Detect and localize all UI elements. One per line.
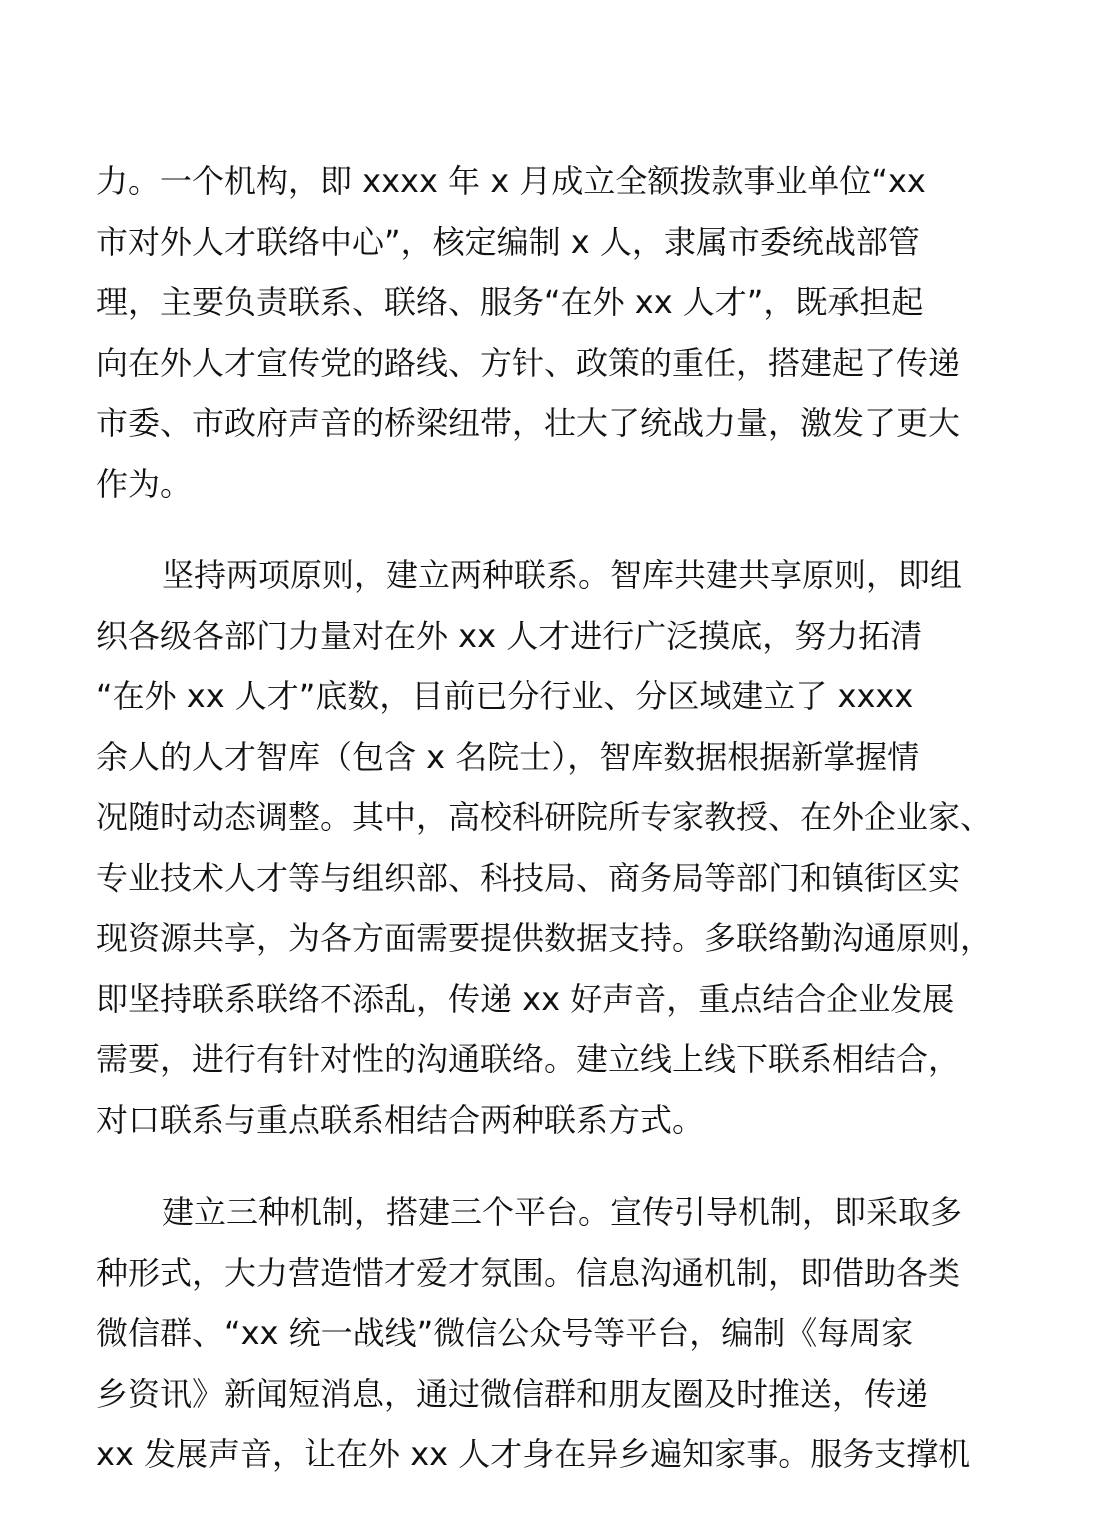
paragraph-line: 现资源共享，为各方面需要提供数据支持。多联络勤沟通原则， bbox=[96, 919, 993, 957]
paragraph-line: 市对外人才联络中心”，核定编制 x 人，隶属市委统战部管 bbox=[96, 222, 920, 261]
paragraph-line: 专业技术人才等与组织部、科技局、商务局等部门和镇街区实 bbox=[96, 858, 961, 897]
paragraph-2 bbox=[96, 545, 1006, 1150]
paragraph-line: 市委、市政府声音的桥梁纽带，壮大了统战力量，激发了更大 bbox=[96, 404, 961, 442]
paragraph-line: 作为。 bbox=[96, 464, 193, 503]
paragraph-line: 微信群、“xx 统一战线”微信公众号等平台，编制《每周家 bbox=[96, 1314, 914, 1352]
paragraph-line: 理，主要负责联系、联络、服务“在外 xx 人才”，既承担起 bbox=[96, 283, 924, 321]
paragraph-line: 况随时动态调整。其中，高校科研院所专家教授、在外企业家、 bbox=[96, 798, 993, 836]
paragraph-3 bbox=[96, 1182, 1006, 1485]
paragraph-line: 乡资讯》新闻短消息，通过微信群和朋友圈及时推送，传递 bbox=[96, 1374, 929, 1413]
paragraph-line: xx 发展声音，让在外 xx 人才身在异乡遍知家事。服务支撑机 bbox=[96, 1435, 971, 1473]
paragraph-line: 需要，进行有针对性的沟通联络。建立线上线下联系相结合， bbox=[96, 1040, 961, 1078]
paragraph-line: 织各级各部门力量对在外 xx 人才进行广泛摸底，努力拓清 bbox=[96, 616, 923, 655]
paragraph-line: 种形式，大力营造惜才爱才氛围。信息沟通机制，即借助各类 bbox=[96, 1253, 961, 1292]
paragraph-line: 即坚持联系联络不添乱，传递 xx 好声音，重点结合企业发展 bbox=[96, 979, 955, 1018]
paragraph-line: 对口联系与重点联系相结合两种联系方式。 bbox=[96, 1100, 705, 1139]
paragraph-line: 余人的人才智库（包含 x 名院士），智库数据根据新掌握情 bbox=[96, 737, 920, 776]
paragraph-line: 建立三种机制，搭建三个平台。宣传引导机制，即采取多 bbox=[162, 1193, 963, 1231]
paragraph-line: 坚持两项原则，建立两种联系。智库共建共享原则，即组 bbox=[162, 556, 963, 594]
paragraph-line: 力。一个机构，即 xxxx 年 x 月成立全额拨款事业单位“xx bbox=[96, 162, 926, 200]
paragraph-1 bbox=[96, 151, 1006, 514]
paragraph-line: 向在外人才宣传党的路线、方针、政策的重任，搭建起了传递 bbox=[96, 343, 961, 382]
paragraph-line: “在外 xx 人才”底数，目前已分行业、分区域建立了 xxxx bbox=[96, 677, 914, 715]
